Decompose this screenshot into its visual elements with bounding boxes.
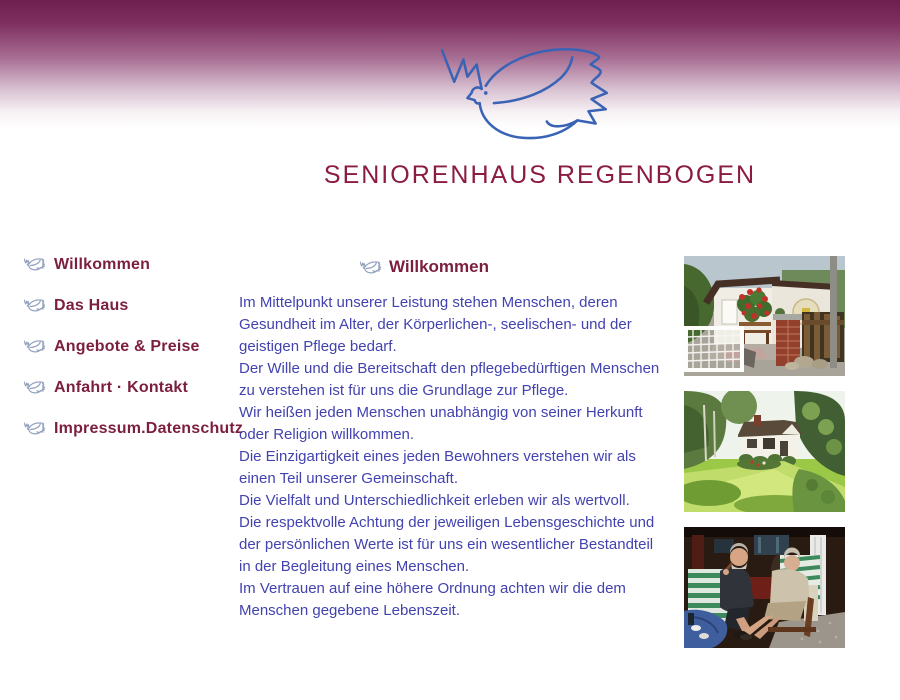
- page-heading: [360, 257, 489, 277]
- welcome-sentence: Der Wille und die Bereitschaft den pflegebedürftigen Menschen zu verstehen ist für uns die Grundlage zur Pflege.: [239, 360, 660, 399]
- welcome-sentence: Die Vielfalt und Unterschiedlichkeit erleben wir als wertvoll.: [239, 492, 630, 509]
- sidebar-item-das-haus[interactable]: [24, 297, 243, 314]
- welcome-sentence: Wir heißen jeden Menschen unabhängig von seiner Herkunft oder Religion willkommen.: [239, 404, 643, 443]
- dove-icon: [24, 258, 46, 271]
- welcome-sentence: Im Vertrauen auf eine höhere Ordnung achten wir die dem Menschen gegebene Lebenszeit.: [239, 580, 626, 619]
- welcome-sentence: Im Mittelpunkt unserer Leistung stehen Menschen, deren Gesundheit im Alter, der Körperlichen-, seelischen- und der geistigen Pflege bedarf.: [239, 294, 632, 355]
- sidebar-item-anfahrt-kontakt[interactable]: [24, 379, 243, 396]
- page-heading-label: Willkommen: [389, 257, 489, 276]
- sidebar-item-label: Angebote & Preise: [54, 337, 200, 355]
- sidebar-item-label: Willkommen: [54, 255, 151, 273]
- dove-icon: [24, 422, 46, 435]
- sidebar-nav: [24, 256, 243, 437]
- sidebar-item-angebote-preise[interactable]: [24, 338, 243, 355]
- welcome-text: [239, 292, 667, 622]
- sidebar-item-impressum-datenschutz[interactable]: [24, 420, 243, 437]
- welcome-sentence: Die Einzigartigkeit eines jeden Bewohners verstehen wir als einen Teil unserer Gemeinschaft.: [239, 448, 636, 487]
- photo-residents: [684, 527, 845, 648]
- dove-icon: [360, 261, 382, 274]
- photo-house-entrance: [684, 256, 845, 376]
- sidebar-item-label: Anfahrt · Kontakt: [54, 378, 189, 396]
- dove-icon: [24, 381, 46, 394]
- sidebar-item-willkommen[interactable]: [24, 256, 243, 273]
- brand-title: SENIORENHAUS REGENBOGEN: [323, 161, 757, 189]
- dove-icon: [24, 299, 46, 312]
- photo-garden: [684, 391, 845, 512]
- sidebar-item-label: Das Haus: [54, 296, 129, 314]
- dove-logo-icon: [441, 44, 619, 146]
- welcome-sentence: Die respektvolle Achtung der jeweiligen Lebensgeschichte und der persönlichen Werte ist für uns ein wesentlicher Bestandteil in der Begleitung eines Menschen.: [239, 514, 655, 575]
- dove-icon: [24, 340, 46, 353]
- sidebar-item-label: Impressum.Datenschutz: [54, 419, 244, 437]
- photo-column: [684, 256, 845, 648]
